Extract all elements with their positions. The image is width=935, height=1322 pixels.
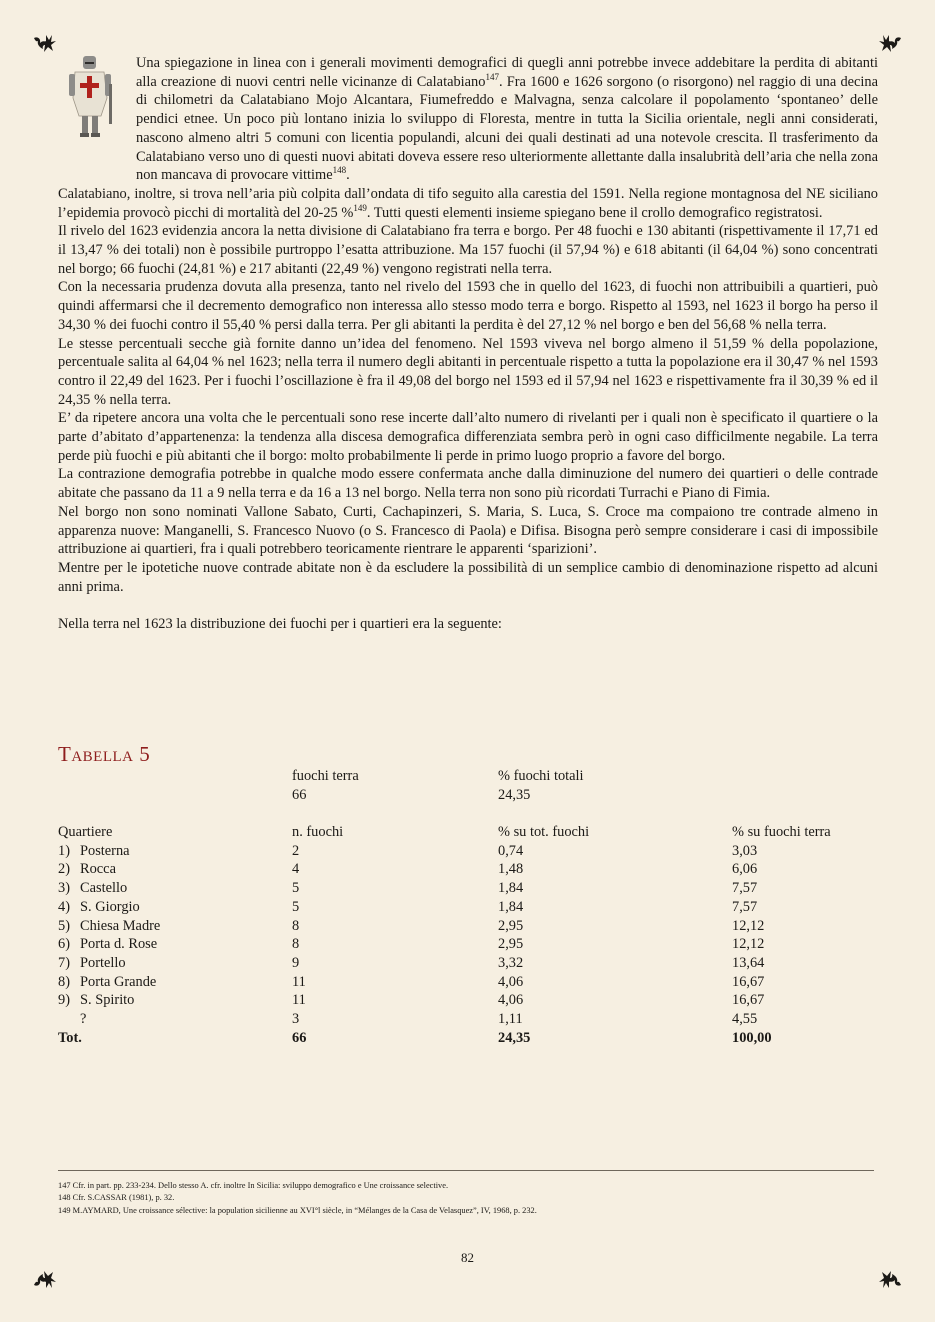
column-header: fuochi terra xyxy=(292,768,359,784)
table-row xyxy=(58,973,878,992)
cell: 11 xyxy=(292,973,306,990)
row-number: 4) xyxy=(58,898,70,915)
footnote-ref[interactable]: 147 xyxy=(485,71,499,82)
data-table xyxy=(58,767,878,1047)
row-number: 2) xyxy=(58,861,70,878)
cell: 11 xyxy=(292,992,306,1009)
cell xyxy=(58,842,130,861)
row-number: 9) xyxy=(58,992,70,1009)
quarter-name: Porta Grande xyxy=(80,973,157,990)
cell xyxy=(58,879,127,898)
quarter-name: Castello xyxy=(80,880,128,897)
cell: 7,57 xyxy=(732,898,758,915)
cell: 4,06 xyxy=(498,973,524,990)
cell: 9 xyxy=(292,954,300,971)
paragraph: E’ da ripetere ancora una volta che le percentuali sono rese incerte dall’alto numero di rivelanti per i quali non è specificato il quartiere o la parte d’abitato d’appartenenza: la tendenza alla discesa demografica differenziata sembra però in ogni caso difficilmente negabile. La terra perde più fuochi e più abitanti che il borgo: molto probabilmente li perde in primo luogo proprio a favore del borgo. xyxy=(58,410,878,464)
cell: 3,03 xyxy=(732,842,758,859)
cell xyxy=(58,1010,86,1029)
total-row xyxy=(58,1029,878,1048)
quarter-name: S. Giorgio xyxy=(80,898,140,915)
cell: 5 xyxy=(292,898,300,915)
table-intro: Nella terra nel 1623 la distribuzione dei fuochi per i quartieri era la seguente: xyxy=(58,616,502,633)
cell: 24,35 xyxy=(498,786,531,803)
paragraph: Il rivelo del 1623 evidenzia ancora la netta divisione di Calatabiano fra terra e borgo. Per 48 fuochi e 130 abitanti (rispettivamente il 17,71 ed il 13,47 % dei totali) non è possibile purtroppo l’esatta attribuzione. Ma 157 fuochi (il 57,94 %) e 618 abitanti (il 64,04 %) sono concentrati nel borgo; 66 fuochi (24,81 %) e 217 abitanti (22,49 %) vengono registrati nella terra. xyxy=(58,223,878,277)
cell: 2,95 xyxy=(498,936,524,953)
column-header: % fuochi totali xyxy=(498,768,584,784)
table-row xyxy=(58,879,878,898)
paragraph: Con la necessaria prudenza dovuta alla presenza, tanto nel rivelo del 1593 che in quello del 1623, di fuochi non attribuibili a quartieri, può quindi affermarsi che il decremento demografico non interessa allo stesso modo terra e borgo. Rispetto al 1593, nel 1623 il borgo ha perso il 34,30 % dei fuochi contro il 55,40 % persi dalla terra. Per gli abitanti la perdita è del 27,12 % nel borgo e ben del 56,68 % nella terra. xyxy=(58,279,878,333)
cell: 5 xyxy=(292,880,300,897)
quarter-name: Portello xyxy=(80,954,126,971)
footnote: 147 Cfr. in part. pp. 233-234. Dello stesso A. cfr. inoltre In Sicilia: sviluppo demografico e Une croissance selective. xyxy=(58,1181,449,1190)
table-row xyxy=(58,917,878,936)
column-header: % su tot. fuochi xyxy=(498,824,590,841)
table-row xyxy=(58,954,878,973)
cell: 0,74 xyxy=(498,842,524,859)
cell: Tot. xyxy=(58,1029,82,1046)
cell: 8 xyxy=(292,936,300,953)
table-header-row xyxy=(58,823,878,842)
paragraph: Le stesse percentuali secche già fornite danno un’idea del fenomeno. Nel 1593 viveva nel borgo almeno il 51,59 % della popolazione, percentuale salita al 64,04 % nel 1623; nella terra il numero degli abitanti in percentuale rispetto a tutta la popolazione era il 30,47 % nel 1593 contro il 22,49 del 1623. Per i fuochi l’oscillazione è fra il 49,08 del borgo nel 1593 ed il 57,94 nel 1623 e rispettivamente fra il 30,39 % ed il 24,35 % nella terra. xyxy=(58,335,878,408)
cell: 7,57 xyxy=(732,880,758,897)
column-header: n. fuochi xyxy=(292,824,344,841)
cell: 1,84 xyxy=(498,898,524,915)
row-number: 6) xyxy=(58,936,70,953)
footnotes xyxy=(58,1180,874,1217)
cell: 3 xyxy=(292,1010,300,1027)
paragraph: Una spiegazione in linea con i generali movimenti demografici di quegli anni potrebbe invece addebitare la perdita di abitanti alla creazione di nuovi centri nelle vicinanze di Calatabiano$^{147}$. Fra 1600 e 1626 sorgono (o risorgono) nel raggio di una decina di chilometri da Calatabiano Mojo Alcantara, Fiumefreddo e Malvagna, senza calcolare il popolamento ‘spontaneo’ delle pendici etnee. Un poco più lontano inizia lo sviluppo di Floresta, mentre in tutta la Sicilia orientale, negli anni considerati, nascono almeno altri 5 comuni con licentia populandi, alcuni dei quali destinati ad una notevole crescita. Il trasferimento da Calatabiano verso uno di questi nuovi abitati doveva essere reso ulteriormente allettante dalla insalubrità dell’aria che nella zona non mancava di provocare vittime$^{148}$. xyxy=(136,55,879,184)
cell: 1,48 xyxy=(498,861,524,878)
cell xyxy=(58,860,116,879)
row-number: 1) xyxy=(58,842,70,859)
cell: 100,00 xyxy=(732,1029,772,1046)
quarter-name: ? xyxy=(80,1010,87,1027)
row-number: 5) xyxy=(58,917,70,934)
table-row xyxy=(58,898,878,917)
cell xyxy=(58,898,140,917)
summary-value-row xyxy=(58,786,878,805)
cell: 4,06 xyxy=(498,992,524,1009)
cell xyxy=(58,935,157,954)
cell: 1,84 xyxy=(498,880,524,897)
cell: 12,12 xyxy=(732,936,765,953)
cell: 6,06 xyxy=(732,861,758,878)
table-row xyxy=(58,1010,878,1029)
cell: 24,35 xyxy=(498,1029,531,1046)
cell: 66 xyxy=(292,1029,307,1046)
cell: 4,55 xyxy=(732,1010,758,1027)
table-title: Tabella 5 xyxy=(58,742,151,766)
corner-ornament-icon xyxy=(32,1265,58,1291)
quarter-name: Posterna xyxy=(80,842,130,859)
corner-ornament-icon xyxy=(877,1265,903,1291)
paragraph: Mentre per le ipotetiche nuove contrade abitate non è da escludere la possibilità di un semplice cambio di denominazione rispetto ad alcuni anni prima. xyxy=(58,559,878,595)
corner-ornament-icon xyxy=(32,32,58,58)
table-row xyxy=(58,842,878,861)
footnote-divider xyxy=(58,1170,874,1171)
cell: 2,95 xyxy=(498,917,524,934)
cell: 12,12 xyxy=(732,917,765,934)
cell: 8 xyxy=(292,917,300,934)
cell xyxy=(58,991,134,1010)
column-header: Quartiere xyxy=(58,824,113,841)
quarter-name: Porta d. Rose xyxy=(80,936,158,953)
cell: 13,64 xyxy=(732,954,765,971)
cell xyxy=(58,973,156,992)
paragraph: Nel borgo non sono nominati Vallone Sabato, Curti, Cachapinzeri, S. Maria, S. Luca, S. Croce ma compaiono tre contrade almeno in apparenza nuove: Manganelli, S. Francesco Nuovo (o S. Francesco di Paola) e Difisa. Bisogna però sempre considerare i casi di impossibile attribuzione ai quartieri, fra i quali potrebbero teoricamente rientrare le apparenti ‘sparizioni’. xyxy=(58,503,878,558)
cell: 4 xyxy=(292,861,300,878)
cell: 3,32 xyxy=(498,954,524,971)
quarter-name: S. Spirito xyxy=(80,992,135,1009)
paragraph: Calatabiano, inoltre, si trova nell’aria più colpita dall’ondata di tifo seguito alla carestia del 1591. Nella regione montagnosa del NE siciliano l’epidemia provocò picchi di mortalità del 20-25 %$^{149}$. Tutti questi elementi insieme spiegano bene il crollo demografico registratosi. xyxy=(58,185,878,221)
cell xyxy=(58,954,126,973)
cell: 1,11 xyxy=(498,1010,523,1027)
body-text xyxy=(58,54,878,634)
column-header: % su fuochi terra xyxy=(732,824,831,841)
footnote-ref[interactable]: 148 xyxy=(332,165,347,176)
cell: 2 xyxy=(292,842,300,859)
footnote: 148 Cfr. S.CASSAR (1981), p. 32. xyxy=(58,1193,175,1203)
table-row xyxy=(58,991,878,1010)
cell: 16,67 xyxy=(732,992,765,1009)
quarter-name: Rocca xyxy=(80,861,116,878)
paragraph: La contrazione demografia potrebbe in qualche modo essere confermata anche dalla diminuzione del numero dei quartieri o delle contrade abitate che passano da 11 a 9 nella terra e da 16 a 13 nel borgo. Nella terra non sono più ricordati Turrachi e Piano di Fimia. xyxy=(58,466,878,502)
row-number: 7) xyxy=(58,954,70,971)
page-number: 82 xyxy=(461,1250,474,1265)
table-row xyxy=(58,860,878,879)
table-row xyxy=(58,935,878,954)
cell: 16,67 xyxy=(732,973,765,990)
footnote-ref[interactable]: 149 xyxy=(353,202,367,213)
row-number: 8) xyxy=(58,973,70,990)
summary-header-row xyxy=(58,767,878,786)
cell xyxy=(58,917,160,936)
row-number: 3) xyxy=(58,880,70,897)
cell: 66 xyxy=(292,786,307,803)
corner-ornament-icon xyxy=(877,32,903,58)
quarter-name: Chiesa Madre xyxy=(80,917,161,934)
footnote: 149 M.AYMARD, Une croissance sélective: la population sicilienne au XVI°l siècle, in “Mélanges de la Casa de Velasquez”, IV, 1968, p. 232. xyxy=(58,1205,537,1215)
